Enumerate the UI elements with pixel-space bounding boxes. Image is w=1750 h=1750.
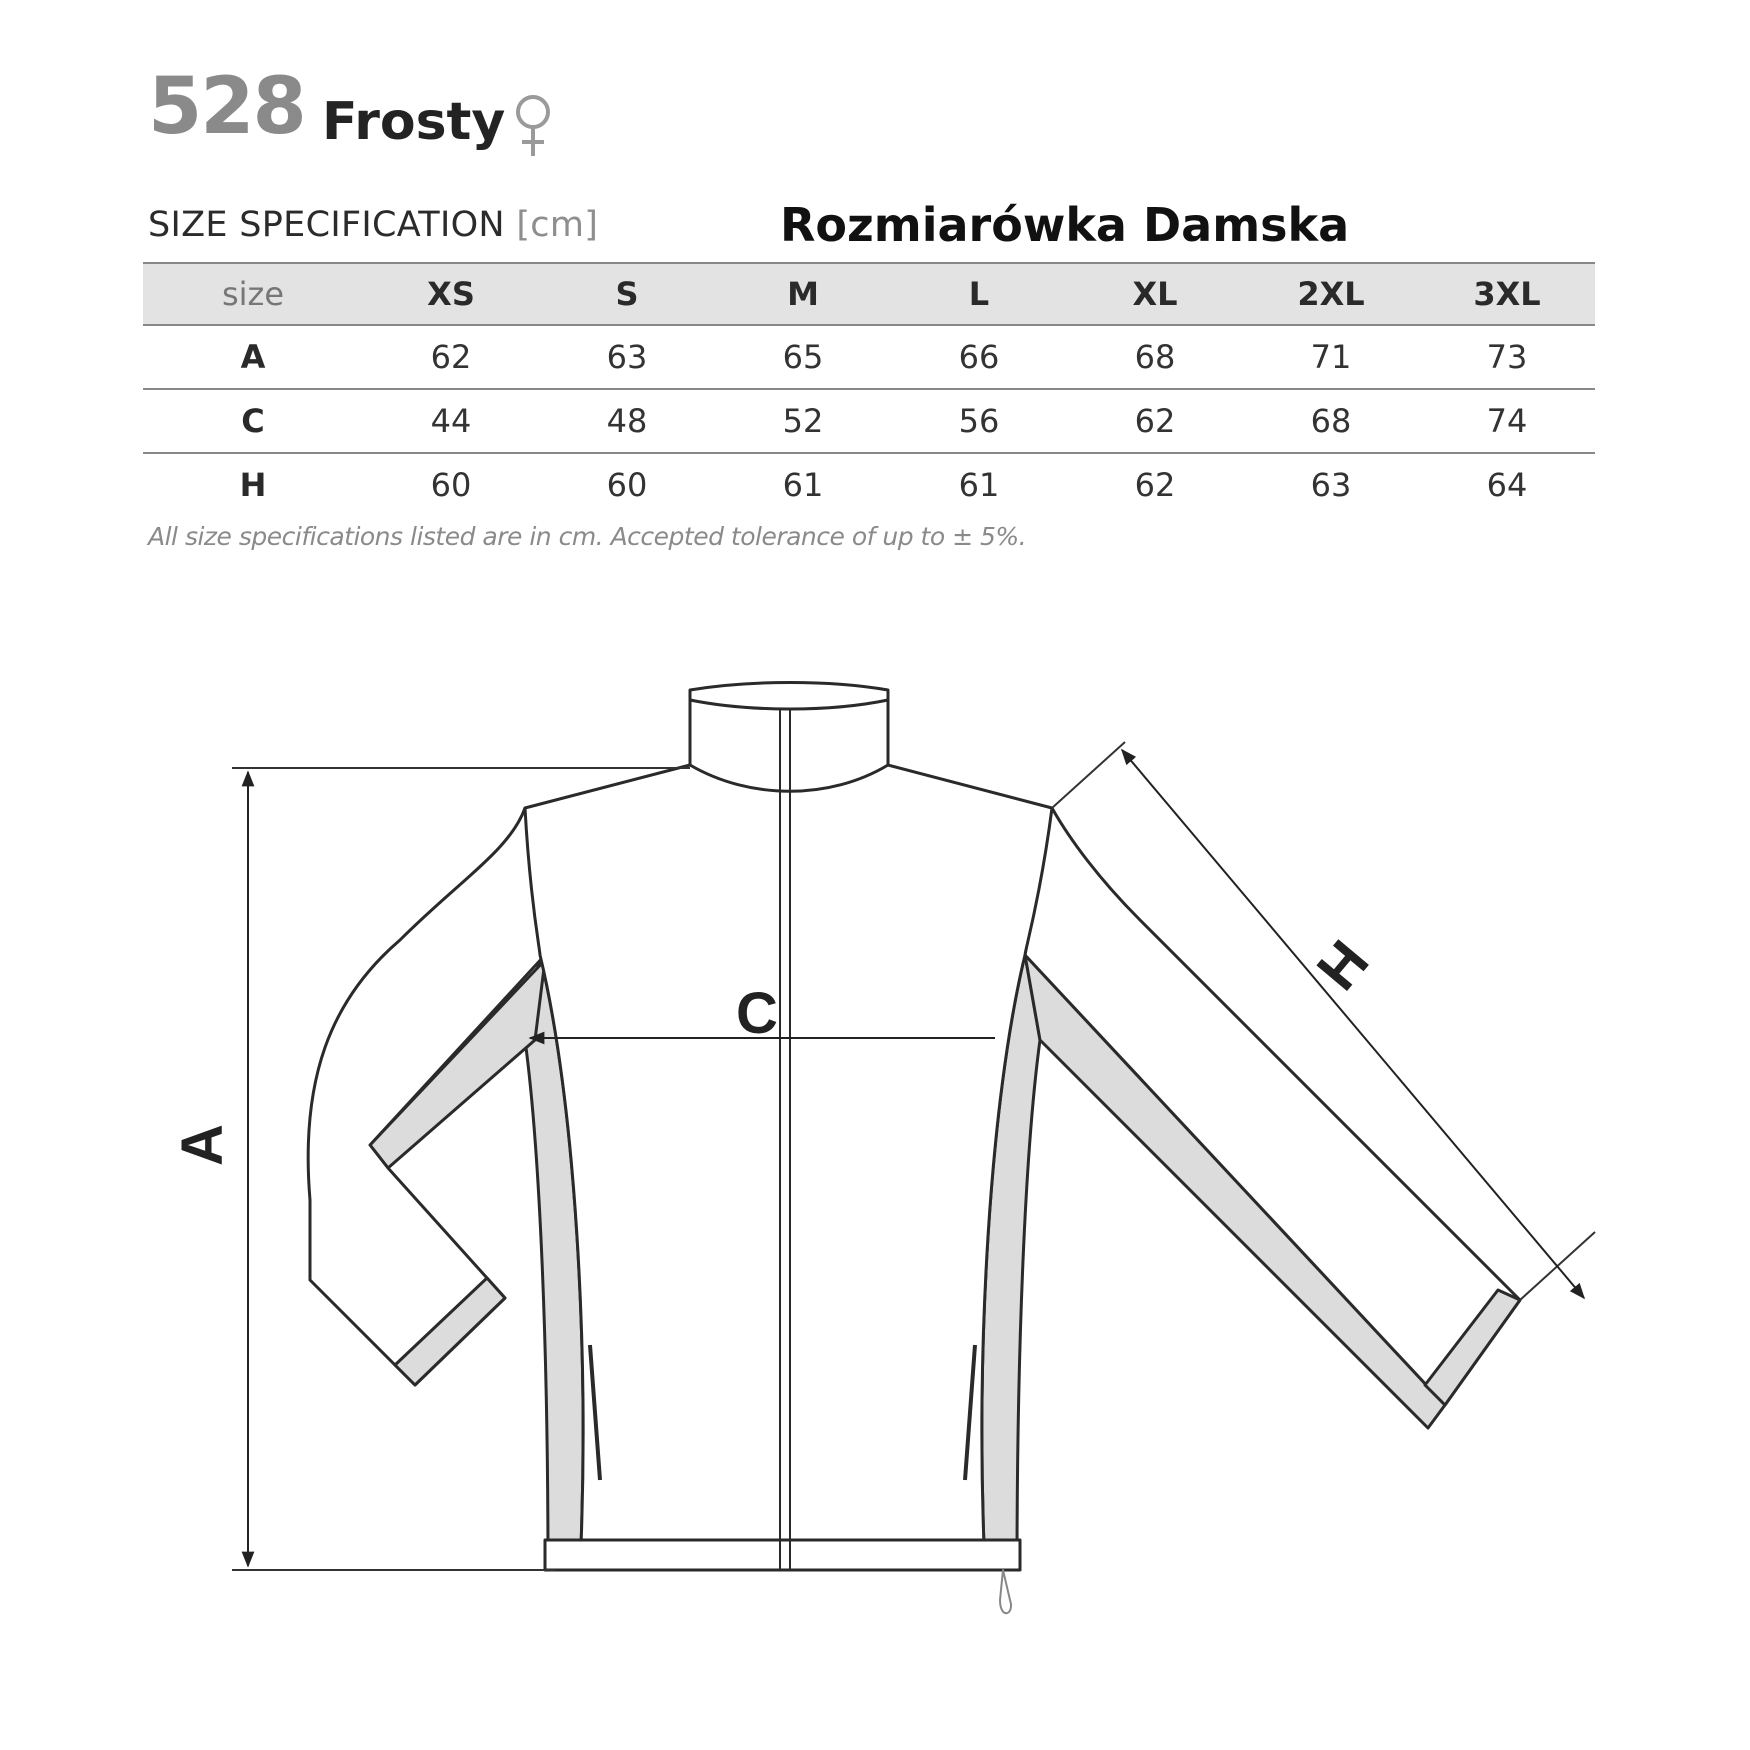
row-label: C — [143, 389, 363, 453]
table-row — [143, 325, 1595, 389]
size-table — [143, 262, 1595, 516]
model-name: Frosty — [322, 92, 506, 152]
table-cell: 61 — [782, 466, 824, 504]
table-cell: 62 — [1134, 466, 1176, 504]
row-label: H — [239, 466, 267, 504]
label-a: A — [170, 1124, 235, 1166]
table-cell: 62 — [363, 325, 539, 389]
table-header-row — [143, 263, 1595, 325]
table-cell: 62 — [1067, 389, 1243, 453]
label-c: C — [736, 981, 778, 1046]
size-spec-heading — [148, 205, 599, 245]
table-header-cell: S — [539, 263, 715, 325]
table-cell: 68 — [1243, 389, 1419, 453]
table-cell: 60 — [430, 466, 472, 504]
table-cell: 71 — [1243, 325, 1419, 389]
row-label: A — [143, 325, 363, 389]
table-cell: 66 — [891, 325, 1067, 389]
table-header-cell: M — [715, 263, 891, 325]
table-header-cell: XS — [363, 263, 539, 325]
table-cell: 61 — [958, 466, 1000, 504]
fleece-jacket-icon — [308, 683, 1520, 1614]
table-cell: 44 — [363, 389, 539, 453]
size-spec-unit: [cm] — [516, 205, 599, 245]
table-row — [143, 453, 1595, 516]
tolerance-note: All size specifications listed are in cm. Accepted tolerance of up to ± 5%. — [148, 522, 1027, 551]
table-header-cell: L — [891, 263, 1067, 325]
table-cell: 63 — [1310, 466, 1352, 504]
table-cell: 52 — [715, 389, 891, 453]
table-header-cell: XL — [1067, 263, 1243, 325]
table-header-cell: size — [143, 263, 363, 325]
size-spec-title: SIZE SPECIFICATION — [148, 205, 505, 245]
label-h: H — [1304, 928, 1382, 1003]
table-header-cell: 3XL — [1419, 263, 1595, 325]
table-header-cell: 2XL — [1243, 263, 1419, 325]
table-cell: 64 — [1486, 466, 1528, 504]
table-cell: 74 — [1419, 389, 1595, 453]
table-row — [143, 389, 1595, 453]
table-cell: 56 — [891, 389, 1067, 453]
table-cell: 60 — [606, 466, 648, 504]
polish-size-heading: Rozmiarówka Damska — [780, 198, 1350, 252]
table-cell: 63 — [539, 325, 715, 389]
table-cell: 65 — [715, 325, 891, 389]
model-number: 528 — [148, 62, 305, 152]
female-symbol-icon — [508, 92, 558, 160]
table-cell: 48 — [539, 389, 715, 453]
table-cell: 73 — [1419, 325, 1595, 389]
jacket-diagram — [0, 640, 1750, 1640]
table-cell: 68 — [1067, 325, 1243, 389]
